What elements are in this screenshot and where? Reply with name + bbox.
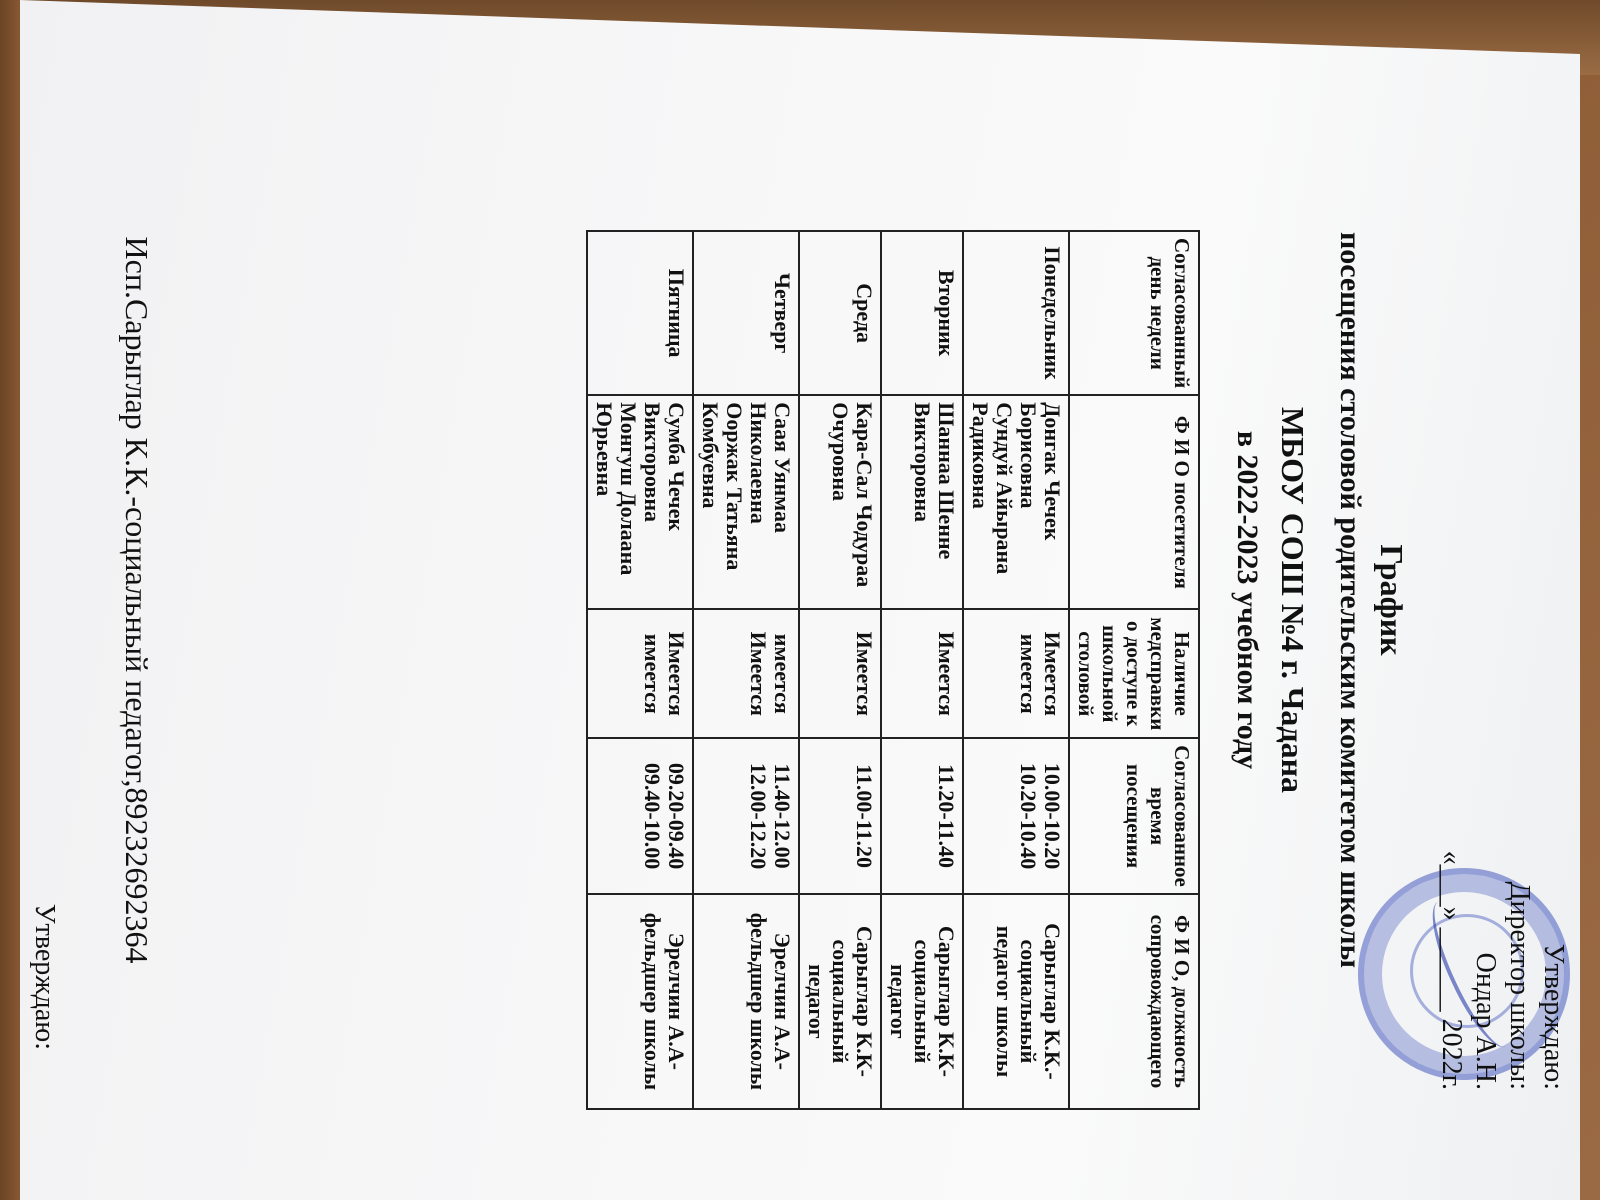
approval-block [1434, 730, 1570, 1090]
cell-time: 11.40-12.00 12.00-12.20 [693, 738, 799, 894]
approval-position: Директор школы: [1504, 881, 1535, 1090]
cell-day: Среда [799, 231, 881, 395]
cell-day: Четверг [693, 231, 799, 395]
cell-certificate: Имеется имеется [587, 609, 693, 738]
cell-day: Пятница [587, 231, 693, 395]
schedule-table [586, 230, 1200, 1110]
cell-visitor: Шаннаа Шенне Викторовна [881, 395, 963, 609]
cell-certificate: имеется Имеется [693, 609, 799, 738]
header-visitor: Ф И О посетителя [1069, 395, 1199, 609]
cell-escort: Сарыглар К.К-социальный педагог [799, 894, 881, 1109]
header-time: Согласованное время посещения [1069, 738, 1199, 894]
cell-escort: Сарыглар К.К-социальный педагог [881, 894, 963, 1109]
cell-escort: Эрелчин А.А-фельдшер школы [693, 894, 799, 1109]
table-row [799, 231, 881, 1109]
table-row [963, 231, 1069, 1109]
cell-visitor: Донгак Чечек Борисовна Сундуй Айырана Радиковна [963, 395, 1069, 609]
title-line-1: График [1374, 544, 1410, 656]
cell-day: Понедельник [963, 231, 1069, 395]
header-medical-certificate: Наличие медсправки о доступе к школьной столовой [1069, 609, 1199, 738]
document-title [1230, 50, 1410, 1150]
cell-visitor: Саая Уянмаа Николаевна Ооржак Татьяна Комбуевна [693, 395, 799, 609]
table-row [881, 231, 963, 1109]
cell-time: 11.00-11.20 [799, 738, 881, 894]
approval-label: Утверждаю: [1538, 943, 1569, 1090]
cell-time: 09.20-09.40 09.40-10.00 [587, 738, 693, 894]
cell-visitor: Кара-Сал Чодураа Очуровна [799, 395, 881, 609]
table-row [693, 231, 799, 1109]
table-header-row [1069, 231, 1199, 1109]
approval-name: Ондар А.Н. [1470, 952, 1501, 1090]
approval-date: «___» ______ 2022г. [1436, 850, 1467, 1090]
cell-visitor: Сумба Чечек Викторовна Монгуш Долаана Юрьевна [587, 395, 693, 609]
approval-bottom: Утверждаю: [29, 903, 60, 1050]
cell-escort: Эрелчин А.А-фельдшер школы [587, 894, 693, 1109]
table-row [587, 231, 693, 1109]
footer-executor: Исп.Сарыглар К.К.-социальный педагог,89232692364 [119, 236, 155, 964]
title-line-4: в 2022-2023 учебном году [1231, 430, 1264, 770]
document-page [0, 50, 1600, 1150]
cell-time: 11.20-11.40 [881, 738, 963, 894]
header-day: Согласованный день недели [1069, 231, 1199, 395]
cell-day: Вторник [881, 231, 963, 395]
header-escort: Ф И О, должность сопровождающего [1069, 894, 1199, 1109]
title-line-3: МБОУ СОШ №4 г. Чадана [1275, 406, 1311, 794]
cell-escort: Сарыглар К.К.-социальный педагог школы [963, 894, 1069, 1109]
cell-certificate: Имеется [799, 609, 881, 738]
title-line-2: посещения столовой родительским комитетом школы [1334, 231, 1367, 969]
cell-certificate: Имеется имеется [963, 609, 1069, 738]
cell-time: 10.00-10.20 10.20-10.40 [963, 738, 1069, 894]
cell-certificate: Имеется [881, 609, 963, 738]
